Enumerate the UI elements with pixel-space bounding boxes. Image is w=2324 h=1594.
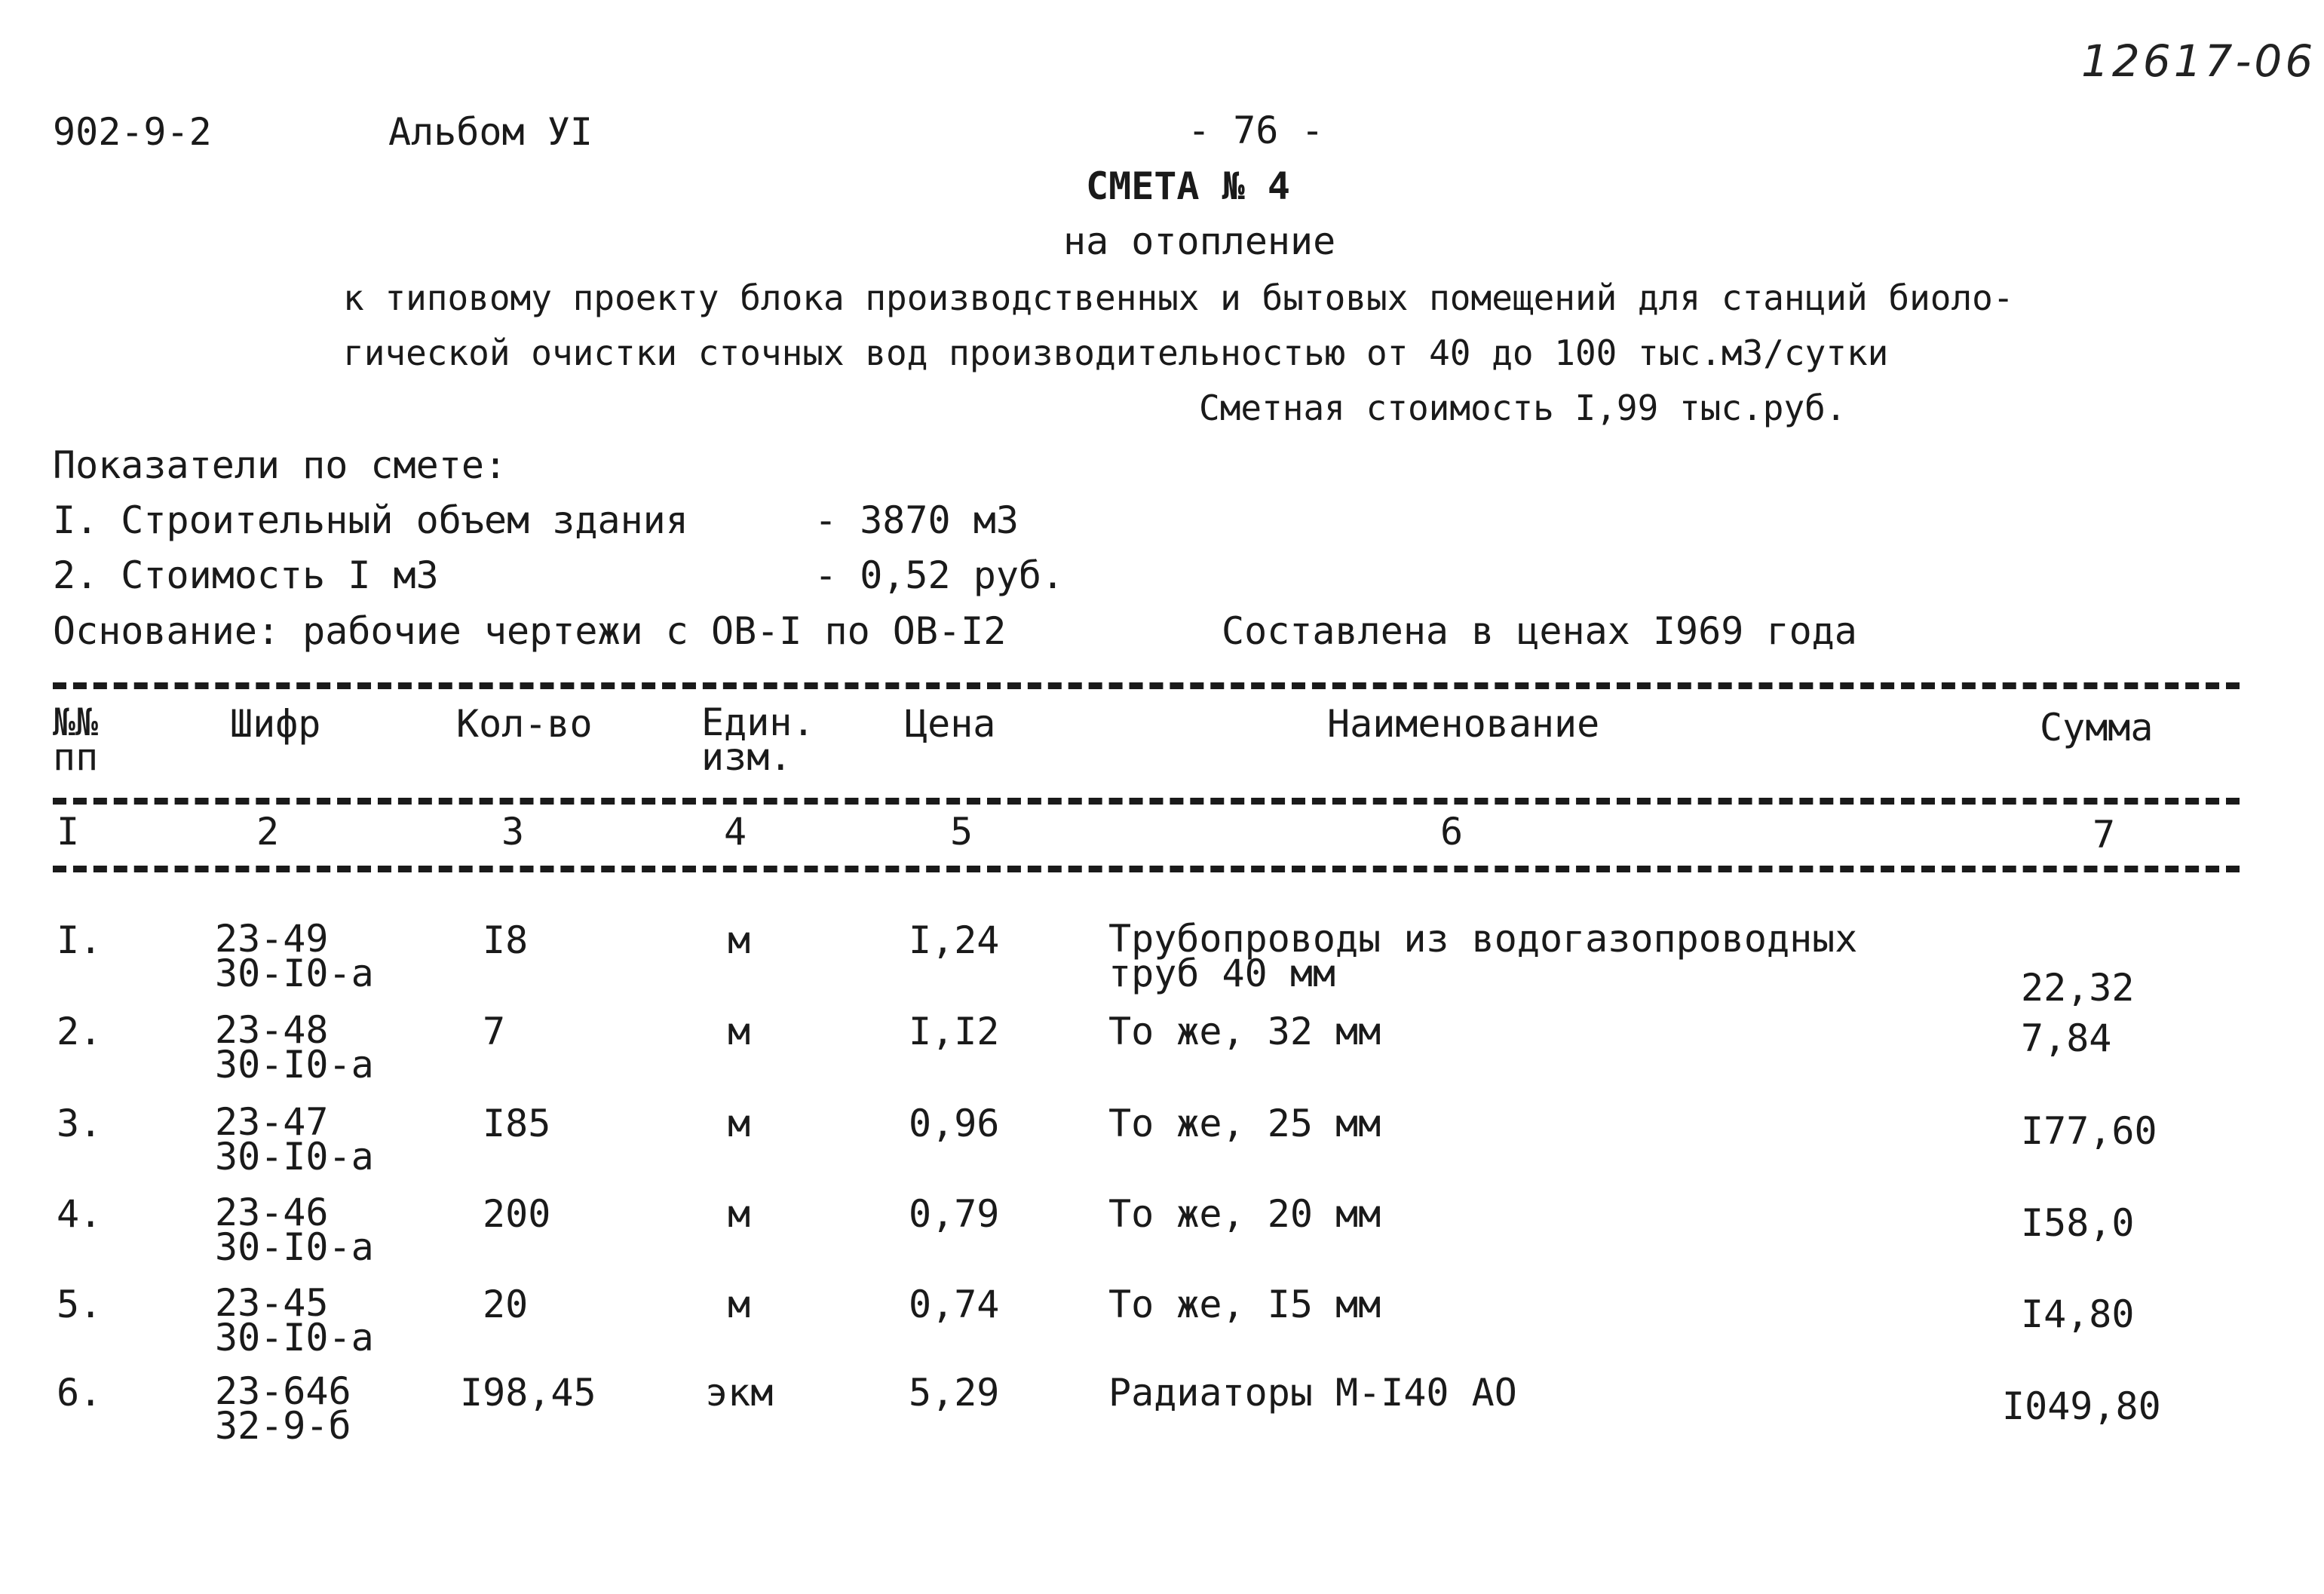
album-label: Альбом УI [388,110,593,154]
header-price: Цена [905,702,996,746]
row-name: То же, 20 мм [1108,1192,1381,1236]
row-num: 6. [57,1371,103,1415]
row-name: Трубопроводы из водогазопроводных труб 40 мм [1108,917,1858,995]
indicator-label-1: I. Строительный объем здания [53,498,688,542]
colnum-5: 5 [950,810,973,854]
row-qty: I85 [483,1102,551,1145]
row-price: 0,96 [909,1102,1000,1145]
row-num: 2. [57,1010,103,1053]
colnum-6: 6 [1440,810,1464,854]
colnum-4: 4 [724,810,747,854]
column-numbers-rule [53,866,2240,872]
indicator-label-2: 2. Стоимость I м3 [53,553,439,597]
row-price: 0,79 [909,1192,1000,1236]
header-qty: Кол-во [456,702,593,746]
row-sum: 7,84 [2021,1016,2112,1060]
header-num: №№ пп [53,700,99,779]
row-price: 0,74 [909,1283,1000,1326]
indicator-value-2: - 0,52 руб. [814,553,1065,597]
header-code: Шифр [230,702,321,746]
row-unit: м [728,1102,751,1145]
row-sum: I77,60 [2021,1109,2157,1153]
row-name: То же, 32 мм [1108,1010,1381,1053]
row-qty: I98,45 [460,1371,596,1415]
estimate-title: СМЕТА № 4 [1086,164,1290,208]
row-num: 4. [57,1192,103,1236]
row-unit: м [728,1283,751,1326]
row-qty: I8 [483,918,529,962]
table-top-rule [53,682,2240,689]
indicator-value-1: - 3870 м3 [814,498,1019,542]
row-qty: 7 [483,1010,506,1053]
header-sum: Сумма [2040,706,2154,749]
row-qty: 20 [483,1283,529,1326]
row-unit: м [728,1192,751,1236]
row-price: I,I2 [909,1010,1000,1053]
header-name: Наименование [1327,702,1600,746]
row-sum: I58,0 [2021,1201,2135,1245]
indicators-title: Показатели по смете: [53,443,507,487]
row-num: I. [57,918,103,962]
project-code: 902-9-2 [53,110,212,154]
page-number: - 76 - [1188,109,1324,152]
estimated-cost: Сметная стоимость I,99 тыс.руб. [1199,388,1847,428]
row-code: 23-49 30-I0-а [215,917,374,995]
colnum-7: 7 [2093,813,2116,857]
row-unit: экм [705,1371,774,1415]
row-code: 23-48 30-I0-а [215,1008,374,1087]
price-level-text: Составлена в ценах I969 года [1222,609,1857,653]
row-name: То же, I5 мм [1108,1283,1381,1326]
row-sum: I4,80 [2021,1292,2135,1336]
row-name: Радиаторы М-I40 АО [1108,1371,1517,1415]
basis-text: Основание: рабочие чертежи с ОВ-I по ОВ-I2 [53,609,1007,653]
row-qty: 200 [483,1192,551,1236]
row-unit: м [728,1010,751,1053]
row-code: 23-47 30-I0-а [215,1100,374,1179]
description-line-2: гической очистки сточных вод производительностью от 40 до 100 тыс.м3/сутки [343,333,1889,373]
row-num: 5. [57,1283,103,1326]
row-code: 23-646 32-9-б [215,1369,351,1448]
colnum-1: I [57,810,80,854]
row-code: 23-46 30-I0-а [215,1191,374,1269]
colnum-2: 2 [256,810,280,854]
row-price: 5,29 [909,1371,1000,1415]
row-num: 3. [57,1102,103,1145]
row-sum: I049,80 [2002,1384,2161,1428]
handwritten-doc-code: 12617-06 [2081,35,2316,87]
header-rule [53,798,2240,805]
row-unit: м [728,918,751,962]
row-code: 23-45 30-I0-а [215,1281,374,1359]
row-name: То же, 25 мм [1108,1102,1381,1145]
row-sum: 22,32 [2021,966,2135,1010]
estimate-subtitle: на отопление [1063,219,1336,263]
colnum-3: 3 [501,810,525,854]
row-price: I,24 [909,918,1000,962]
description-line-1: к типовому проекту блока производственных и бытовых помещений для станций биоло- [343,277,2014,318]
header-unit: Един. изм. [701,700,815,779]
